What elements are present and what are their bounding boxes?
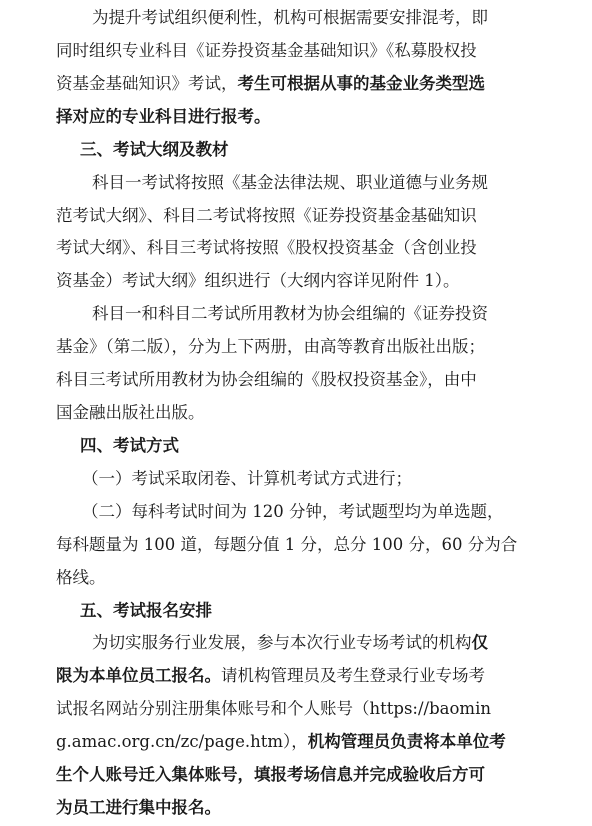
- paragraph-line: [0, 628, 592, 658]
- paragraph-line: [0, 102, 592, 132]
- paragraph-line: [0, 168, 592, 198]
- section-heading: [0, 135, 592, 165]
- paragraph-line: [0, 793, 592, 823]
- section-heading: [0, 596, 592, 626]
- paragraph-line: [0, 233, 592, 263]
- text-segment: 国金融出版社出版。: [56, 403, 205, 422]
- paragraph-line: [0, 727, 592, 757]
- paragraph-line: [0, 365, 592, 395]
- paragraph-line: [0, 661, 592, 691]
- text-segment: 范考试大纲》、科目二考试将按照《证券投资基金基础知识: [56, 206, 477, 225]
- paragraph-line: [0, 266, 592, 296]
- paragraph-line: [0, 36, 592, 66]
- paragraph-line: [0, 464, 592, 494]
- paragraph-line: [0, 398, 592, 428]
- text-segment: 每科题量为 100 道，每题分值 1 分，总分 100 分，60 分为合: [56, 535, 518, 554]
- text-segment: 科目一考试将按照《基金法律法规、职业道德与业务规: [92, 173, 488, 192]
- paragraph-line: [0, 530, 592, 560]
- text-segment: （一）考试采取闭卷、计算机考试方式进行；: [82, 469, 412, 488]
- bold-text-segment: 择对应的专业科目进行报考。: [56, 107, 271, 126]
- bold-text-segment: 机构管理员负责将本单位考: [307, 732, 506, 751]
- bold-text-segment: 仅: [471, 633, 488, 652]
- text-segment: 科目三考试所用教材为协会组编的《股权投资基金》，由中: [56, 370, 477, 389]
- text-segment: 格线。: [56, 568, 106, 587]
- heading-text: 三、考试大纲及教材: [80, 140, 229, 159]
- bold-text-segment: 限为本单位员工报名。: [56, 666, 221, 685]
- paragraph-line: [0, 497, 592, 527]
- text-segment: 资基金）考试大纲》组织进行（大纲内容详见附件 1）。: [56, 271, 460, 290]
- text-segment: 为提升考试组织便利性，机构可根据需要安排混考，即: [92, 8, 488, 27]
- paragraph-line: [0, 69, 592, 99]
- text-segment: 为切实服务行业发展，参与本次行业专场考试的机构: [92, 633, 472, 652]
- paragraph-line: [0, 299, 592, 329]
- paragraph-line: [0, 201, 592, 231]
- text-segment: 基金》（第二版），分为上下两册，由高等教育出版社出版；: [56, 337, 485, 356]
- text-segment: （二）每科考试时间为 120 分钟，考试题型均为单选题，: [82, 502, 504, 521]
- paragraph-line: [0, 760, 592, 790]
- text-segment: g.amac.org.cn/zc/page.htm），: [56, 732, 308, 751]
- text-segment: 同时组织专业科目《证券投资基金基础知识》《私募股权投: [56, 41, 477, 60]
- text-segment: 请机构管理员及考生登录行业专场考: [221, 666, 485, 685]
- paragraph-line: [0, 332, 592, 362]
- text-segment: 考试大纲》、科目三考试将按照《股权投资基金（含创业投: [56, 238, 477, 257]
- section-heading: [0, 431, 592, 461]
- bold-text-segment: 考生可根据从事的基金业务类型选: [237, 74, 485, 93]
- text-segment: 科目一和科目二考试所用教材为协会组编的《证券投资: [92, 304, 488, 323]
- text-segment: 试报名网站分别注册集体账号和个人账号（https://baomin: [56, 699, 491, 718]
- bold-text-segment: 生个人账号迁入集体账号，填报考场信息并完成验收后方可: [56, 765, 485, 784]
- paragraph-line: [0, 563, 592, 593]
- bold-text-segment: 为员工进行集中报名。: [56, 798, 221, 817]
- paragraph-line: [0, 3, 592, 33]
- heading-text: 四、考试方式: [80, 436, 179, 455]
- heading-text: 五、考试报名安排: [80, 601, 212, 620]
- paragraph-line: [0, 694, 592, 724]
- text-segment: 资基金基础知识》考试，: [56, 74, 238, 93]
